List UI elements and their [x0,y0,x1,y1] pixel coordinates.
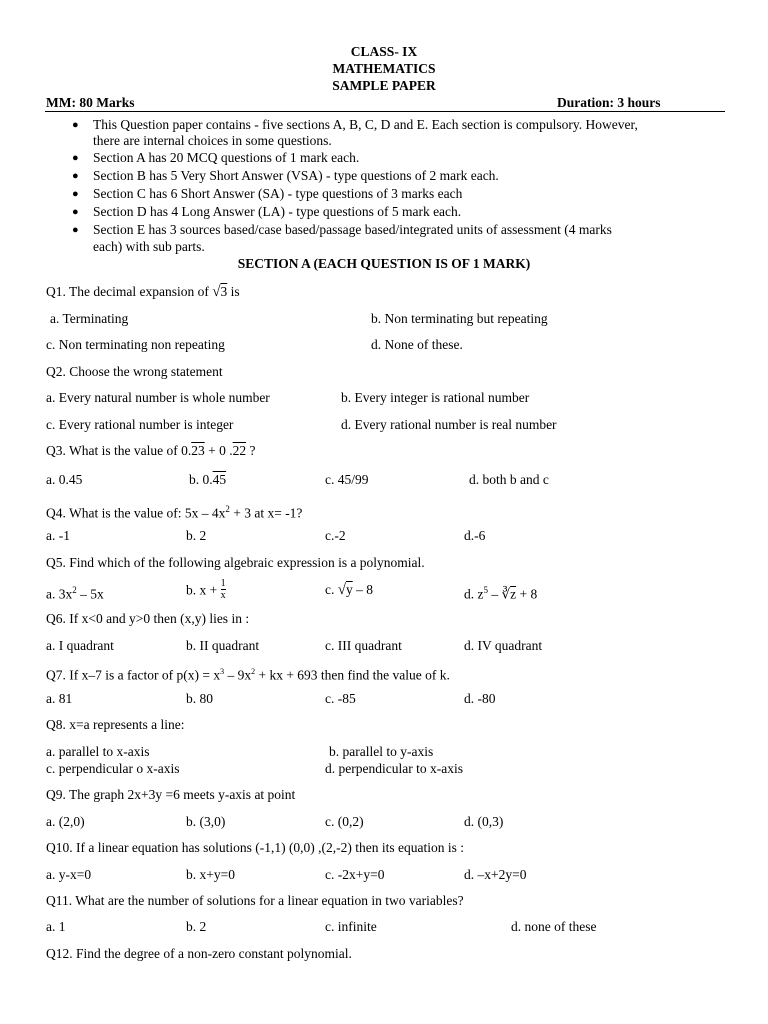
q3-option-c: c. 45/99 [325,472,369,487]
q1-option-b: b. Non terminating but repeating [371,311,548,326]
q11-option-b: b. 2 [186,919,207,934]
question-2: Q2. Choose the wrong statement [46,364,223,379]
question-7: Q7. If x–7 is a factor of $p(x) = x^3 - 9x^2$ + kx + 693 then find the value of k. [46,667,450,683]
instruction-line: Section E has 3 sources based/case based/passage based/integrated units of assessment (4 marks [93,222,612,237]
q2-option-a: a. Every natural number is whole number [46,390,270,405]
instruction-line: This Question paper contains - five sections A, B, C, D and E. Each section is compulsory. However, [93,117,638,132]
q9-option-c: c. (0,2) [325,814,364,829]
question-5: Q5. Find which of the following algebraic expression is a polynomial. [46,555,425,570]
q3-option-d: d. both b and c [469,472,549,487]
q5-option-d: d. $z^5$ – $∛\overline{z} + 8$ [464,585,538,602]
class-heading: CLASS- IX [350,44,418,59]
q6-option-b: b. II quadrant [186,638,260,653]
q9-option-d: d. (0,3) [464,814,504,829]
q2-option-d: d. Every rational number is real number [341,417,557,432]
q1-option-d: d. None of these. [371,337,463,352]
q4-option-a: a. -1 [46,528,70,543]
question-11: Q11. What are the number of solutions for a linear equation in two variables? [46,893,464,908]
q6-option-d: d. IV quadrant [464,638,543,653]
instruction-line: Section C has 6 Short Answer (SA) - type questions of 3 marks each [93,186,463,201]
q7-option-b: b. 80 [186,691,213,706]
q8-option-c: c. perpendicular o x-axis [46,761,180,776]
q10-option-d: d. –x+2y=0 [464,867,527,882]
question-12: Q12. Find the degree of a non-zero constant polynomial. [46,946,352,961]
q5-option-b: b. x + $\frac{1}{x}$ [186,578,226,601]
q10-option-c: c. -2x+y=0 [325,867,385,882]
section-title: SECTION A (EACH QUESTION IS OF 1 MARK) [237,256,531,271]
q5-option-c: c. √y – 8 [325,582,373,598]
q5-option-a: a. $3x^2 - 5x$ [46,585,104,602]
q3-option-a: a. 0.45 [46,472,83,487]
instruction-line: Section D has 4 Long Answer (LA) - type questions of 5 mark each. [93,204,462,219]
q4-option-b: b. 2 [186,528,207,543]
bullet-icon: ● [72,206,79,218]
q7-option-a: a. 81 [46,691,73,706]
q7-option-c: c. -85 [325,691,356,706]
q8-option-d: d. perpendicular to x-axis [325,761,463,776]
instruction-line: Section B has 5 Very Short Answer (VSA) - type questions of 2 mark each. [93,168,499,183]
q9-option-b: b. (3,0) [186,814,226,829]
instruction-line: there are internal choices in some questions. [93,133,332,148]
q11-option-c: c. infinite [325,919,377,934]
question-8: Q8. x=a represents a line: [46,717,185,732]
q1-option-c: c. Non terminating non repeating [46,337,225,352]
q7-option-d: d. -80 [464,691,496,706]
max-marks: MM: 80 Marks [46,95,135,110]
question-1: Q1. The decimal expansion of √3 is [46,284,240,300]
q8-option-a: a. parallel to x-axis [46,744,150,759]
instruction-line: Section A has 20 MCQ questions of 1 mark each. [93,150,360,165]
q4-option-c: c.-2 [325,528,346,543]
question-10: Q10. If a linear equation has solutions (-1,1) (0,0) ,(2,-2) then its equation is : [46,840,465,855]
q11-option-a: a. 1 [46,919,66,934]
bullet-icon: ● [72,170,79,182]
q8-option-b: b. parallel to y-axis [329,744,434,759]
bullet-icon: ● [72,119,79,131]
q11-option-d: d. none of these [511,919,597,934]
q9-option-a: a. (2,0) [46,814,85,829]
q10-option-a: a. y-x=0 [46,867,92,882]
instruction-line: each) with sub parts. [93,239,205,254]
q3-option-b: b. 0.45 [189,472,227,487]
bullet-icon: ● [72,224,79,236]
q2-option-c: c. Every rational number is integer [46,417,234,432]
header-rule [45,111,725,112]
question-4: Q4. What is the value of: $5x - 4x^2 + 3$ at x= -1? [46,504,303,521]
q10-option-b: b. x+y=0 [186,867,235,882]
fraction: $\frac{1}{x}$ [220,578,226,601]
question-3: Q3. What is the value of 0.23 + 0 .22 ? [46,443,256,458]
question-9: Q9. The graph 2x+3y =6 meets y-axis at point [46,787,296,802]
q4-option-d: d.-6 [464,528,486,543]
q6-option-a: a. I quadrant [46,638,114,653]
bullet-icon: ● [72,188,79,200]
q2-option-b: b. Every integer is rational number [341,390,530,405]
bullet-icon: ● [72,152,79,164]
q1-option-a: a. Terminating [50,311,129,326]
question-6: Q6. If x<0 and y>0 then (x,y) lies in : [46,611,250,626]
q6-option-c: c. III quadrant [325,638,402,653]
subject-heading: MATHEMATICS [332,61,436,76]
duration: Duration: 3 hours [557,95,661,110]
paper-heading: SAMPLE PAPER [332,78,436,93]
